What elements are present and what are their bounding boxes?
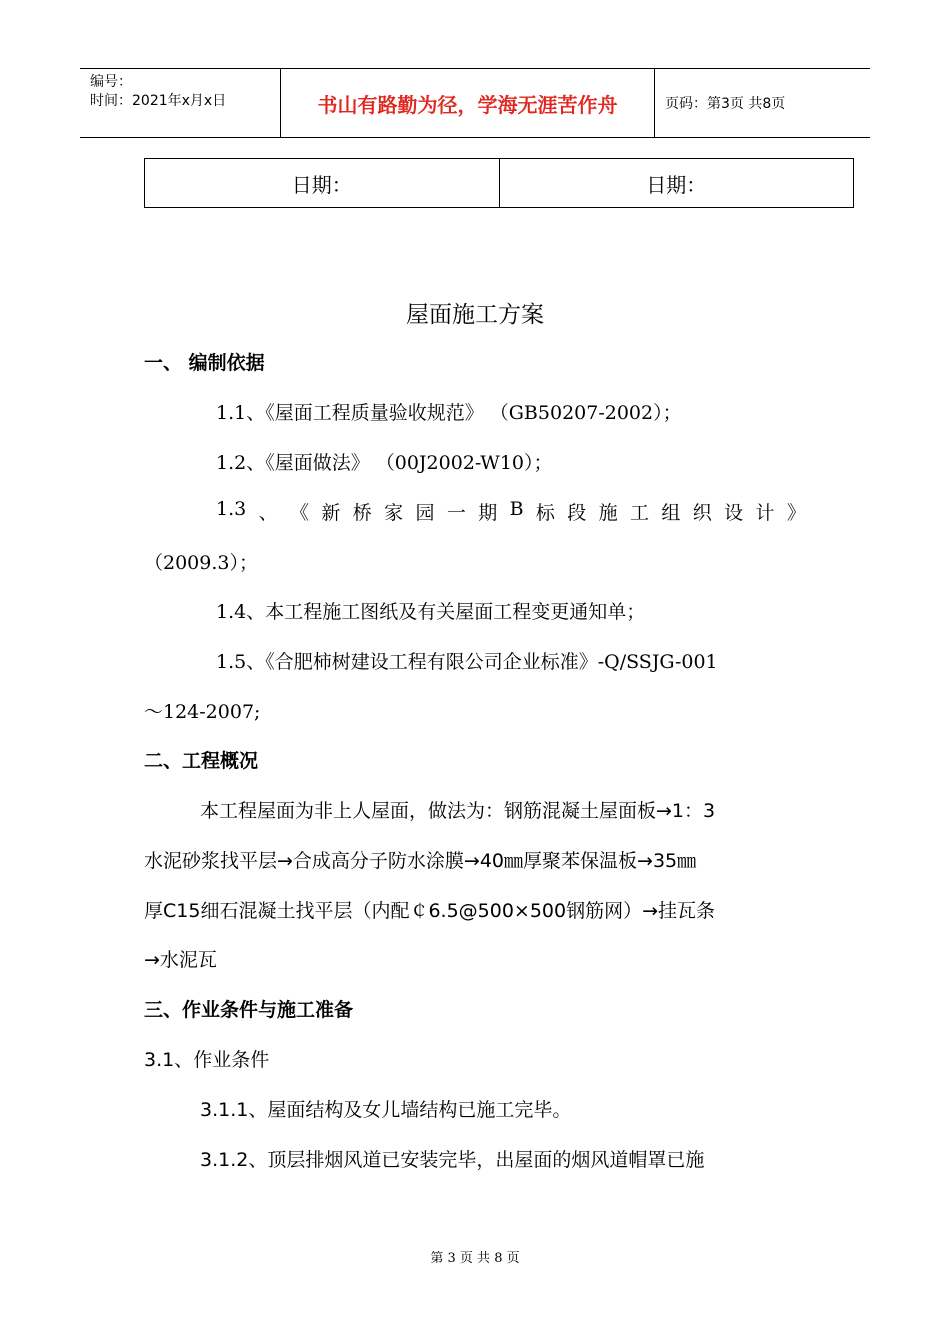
- section1-item-1-3-cont: （2009.3）；: [144, 552, 258, 574]
- justified-char: B: [509, 498, 524, 520]
- date-cell-right: 日期：: [499, 159, 854, 207]
- justified-char: 新: [321, 502, 341, 524]
- header-meta: [80, 69, 281, 137]
- section1-item-1-5: 1.5、《合肥柿树建设工程有限公司企业标准》-Q/SSJG-001: [216, 651, 718, 673]
- justified-char: 工: [630, 502, 650, 524]
- section1-item-1-3: [216, 498, 806, 525]
- justified-char: 、: [258, 502, 278, 524]
- header-motto: 书山有路勤为径，学海无涯苦作舟: [281, 69, 655, 137]
- header-page-info: 页码：第3页 共8页: [665, 96, 786, 112]
- section2-line-3: 厚C15细石混凝土找平层（内配￠6.5@500×500钢筋网）→挂瓦条: [144, 900, 716, 922]
- justified-char: 桥: [352, 502, 372, 524]
- justified-char: 园: [415, 502, 435, 524]
- justified-char: 家: [384, 502, 404, 524]
- time-label: 时间：2021年x月x日: [90, 93, 227, 109]
- section1-item-1-5-cont: ～124-2007;: [144, 701, 261, 723]
- justified-char: 《: [289, 502, 309, 524]
- section2-heading: 二、工程概况: [144, 750, 259, 772]
- justified-char: 1.3: [216, 498, 247, 520]
- section2-line-1: 本工程屋面为非上人屋面，做法为：钢筋混凝土屋面板→1：3: [200, 800, 716, 822]
- justified-char: 织: [692, 502, 712, 524]
- page-footer: 第 3 页 共 8 页: [430, 1251, 520, 1266]
- justified-char: 组: [661, 502, 681, 524]
- section2-line-4: →水泥瓦: [144, 949, 217, 971]
- justified-char: 计: [755, 502, 775, 524]
- justified-char: 一: [446, 502, 466, 524]
- justified-char: 设: [724, 502, 744, 524]
- date-cell-left: 日期：: [291, 172, 352, 197]
- page-header: [80, 68, 870, 138]
- document-title: 屋面施工方案: [406, 302, 544, 328]
- section1-item-1-2: 1.2、《屋面做法》 （00J2002-W10）；: [216, 452, 553, 474]
- section3-sub-3-1: 3.1、作业条件: [144, 1049, 270, 1071]
- justified-char: 》: [786, 502, 806, 524]
- section3-item-3-1-2: 3.1.2、顶层排烟风道已安装完毕，出屋面的烟风道帽罩已施: [200, 1149, 705, 1171]
- justified-char: 标: [535, 502, 555, 524]
- justified-char: 施: [598, 502, 618, 524]
- justified-char: 期: [478, 502, 498, 524]
- date-table: [144, 158, 854, 208]
- section1-item-1-1: 1.1、《屋面工程质量验收规范》 （GB50207-2002）；: [216, 402, 682, 424]
- section3-item-3-1-1: 3.1.1、屋面结构及女儿墙结构已施工完毕。: [200, 1099, 572, 1121]
- justified-char: 段: [567, 502, 587, 524]
- serial-label: 编号：: [90, 74, 132, 90]
- section1-item-1-4: 1.4、本工程施工图纸及有关屋面工程变更通知单；: [216, 601, 646, 623]
- section2-line-2: 水泥砂浆找平层→合成高分子防水涂膜→40㎜厚聚苯保温板→35㎜: [144, 850, 697, 872]
- section1-heading: 一、 编制依据: [144, 352, 265, 374]
- section3-heading: 三、作业条件与施工准备: [144, 999, 354, 1021]
